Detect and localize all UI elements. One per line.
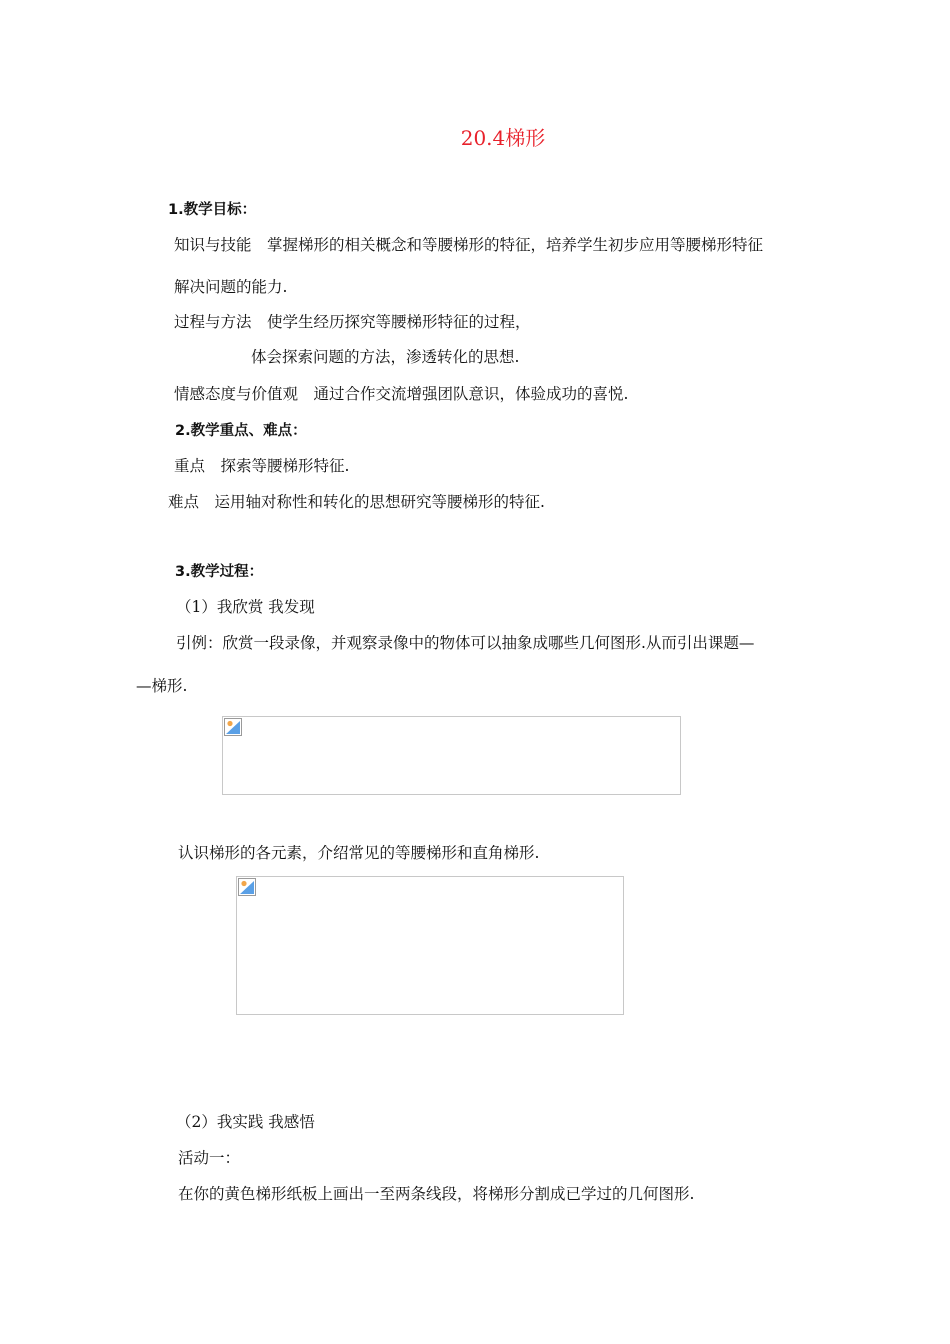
- section3-heading: 3.教学过程：: [175, 564, 264, 580]
- section1-heading: 1.教学目标：: [168, 202, 257, 218]
- trapezoid-elements-line: 认识梯形的各元素，介绍常见的等腰梯形和直角梯形.: [178, 844, 540, 862]
- process-method-line2: 体会探索问题的方法，渗透转化的思想.: [251, 348, 520, 366]
- intro-example-line1: 引例：欣赏一段录像，并观察录像中的物体可以抽象成哪些几何图形.从而引出课题—: [176, 634, 755, 652]
- broken-image-icon: [224, 718, 242, 736]
- activity1-label: 活动一：: [178, 1149, 241, 1167]
- knowledge-skill-line1: 知识与技能 掌握梯形的相关概念和等腰梯形的特征，培养学生初步应用等腰梯形特征: [174, 236, 764, 254]
- section2-heading: 2.教学重点、难点：: [175, 423, 307, 439]
- part2-title: （2）我实践 我感悟: [176, 1113, 315, 1131]
- page-title: 20.4梯形: [460, 126, 546, 150]
- attitude-values-line: 情感态度与价值观 通过合作交流增强团队意识，体验成功的喜悦.: [174, 385, 629, 403]
- key-point-line: 重点 探索等腰梯形特征.: [174, 457, 350, 475]
- part1-title: （1）我欣赏 我发现: [176, 598, 315, 616]
- broken-image-icon: [238, 878, 256, 896]
- process-method-line1: 过程与方法 使学生经历探究等腰梯形特征的过程，: [174, 313, 531, 331]
- difficult-point-line: 难点 运用轴对称性和转化的思想研究等腰梯形的特征.: [168, 493, 545, 511]
- image-placeholder-2: [236, 876, 624, 1015]
- intro-example-line2: —梯形.: [136, 677, 188, 695]
- image-placeholder-1: [222, 716, 681, 795]
- activity1-text: 在你的黄色梯形纸板上画出一至两条线段，将梯形分割成已学过的几何图形.: [178, 1185, 695, 1203]
- knowledge-skill-line2: 解决问题的能力.: [174, 278, 288, 296]
